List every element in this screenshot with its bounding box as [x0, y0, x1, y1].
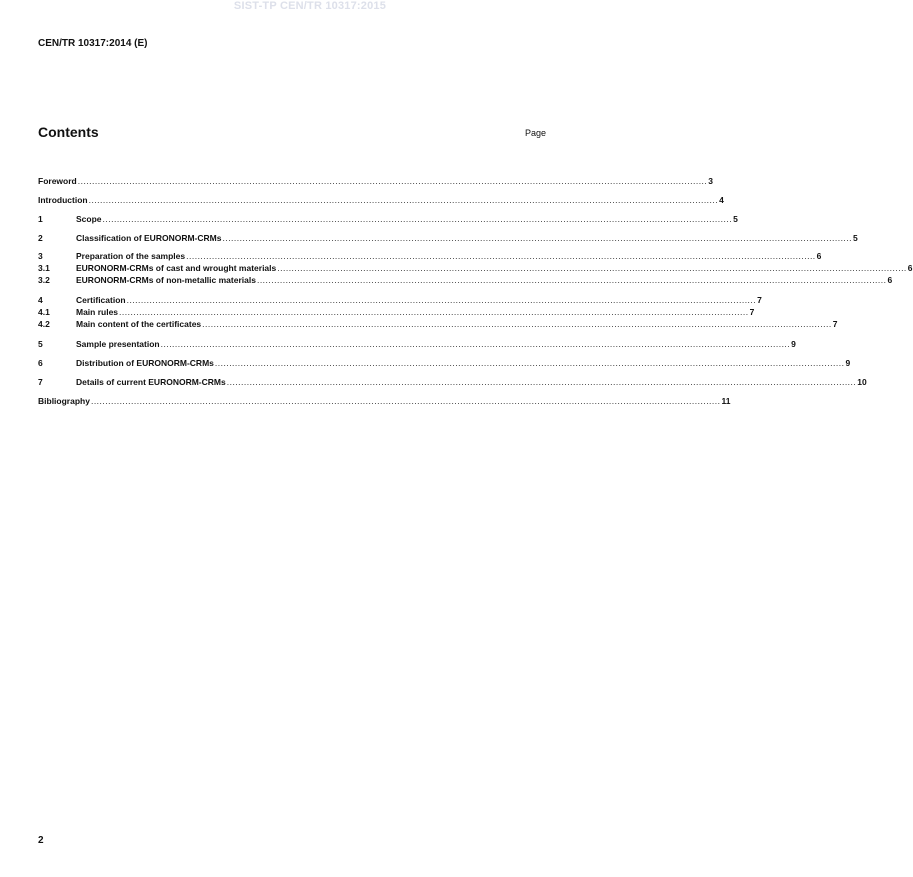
toc-entry-number: 5	[38, 339, 43, 349]
toc-entry-title: Bibliography	[38, 396, 90, 406]
toc-entry-1[interactable]	[38, 214, 738, 225]
toc-entry-number: 3.2	[38, 275, 50, 285]
toc-entry-title: EURONORM-CRMs of non-metallic materials	[76, 275, 256, 285]
toc-entry-2[interactable]	[38, 233, 858, 244]
toc-entry-6[interactable]	[38, 358, 851, 369]
toc-entry-title: Sample presentation	[76, 339, 160, 349]
toc-entry-title: Distribution of EURONORM-CRMs	[76, 358, 214, 368]
toc-entry-number: 1	[38, 214, 43, 224]
toc-leader-dots: ............................................................................................................................................................................................................................	[102, 214, 733, 224]
toc-entry-title: EURONORM-CRMs of cast and wrought materials	[76, 263, 277, 273]
toc-leader-dots: ............................................................................................................................................................................................................................	[226, 377, 857, 387]
toc-entry-3-2[interactable]	[38, 275, 893, 286]
toc-entry-page: 6	[887, 275, 893, 285]
toc-leader-dots: ............................................................................................................................................................................................................................	[126, 295, 757, 305]
toc-entry-title: Main content of the certificates	[76, 319, 202, 329]
toc-entry-page: 11	[721, 396, 731, 406]
toc-entry-page: 5	[853, 233, 858, 243]
toc-entry-page: 5	[733, 214, 738, 224]
watermark: SIST-TP CEN/TR 10317:2015	[233, 0, 387, 12]
toc-entry-5[interactable]	[38, 339, 796, 350]
toc-entry-page: 7	[757, 295, 762, 305]
toc-leader-dots: ............................................................................................................................................................................................................................	[277, 263, 907, 273]
toc-entry-3[interactable]	[38, 251, 822, 262]
toc-entry-title: Certification	[76, 295, 126, 305]
toc-leader-dots: ............................................................................................................................................................................................................................	[77, 176, 708, 186]
toc-entry-introduction[interactable]	[38, 195, 724, 206]
toc-entry-page: 7	[749, 307, 755, 317]
toc-entry-title: Details of current EURONORM-CRMs	[76, 377, 226, 387]
toc-entry-number: 4	[38, 295, 43, 305]
toc-leader-dots: ............................................................................................................................................................................................................................	[88, 195, 719, 205]
toc-entry-title: Preparation of the samples	[76, 251, 186, 261]
toc-leader-dots: ............................................................................................................................................................................................................................	[160, 339, 791, 349]
toc-entry-title: Foreword	[38, 176, 77, 186]
toc-entry-number: 6	[38, 358, 43, 368]
toc-leader-dots: ............................................................................................................................................................................................................................	[90, 396, 721, 406]
toc-entry-page: 4	[719, 195, 724, 205]
toc-entry-7[interactable]	[38, 377, 867, 388]
toc-entry-4[interactable]	[38, 295, 762, 306]
toc-entry-page: 10	[857, 377, 867, 387]
toc-entry-title: Introduction	[38, 195, 88, 205]
toc-entry-4-1[interactable]	[38, 307, 755, 318]
toc-leader-dots: ............................................................................................................................................................................................................................	[119, 307, 749, 317]
toc-leader-dots: ............................................................................................................................................................................................................................	[202, 319, 832, 329]
contents-title: Contents	[38, 124, 99, 140]
toc-entry-page: 9	[791, 339, 796, 349]
toc-entry-number: 7	[38, 377, 43, 387]
toc-leader-dots: ............................................................................................................................................................................................................................	[214, 358, 845, 368]
toc-leader-dots: ............................................................................................................................................................................................................................	[222, 233, 853, 243]
toc-entry-number: 4.1	[38, 307, 50, 317]
toc-entry-3-1[interactable]	[38, 263, 913, 274]
toc-leader-dots: ............................................................................................................................................................................................................................	[186, 251, 816, 261]
toc-entry-4-2[interactable]	[38, 319, 838, 330]
toc-entry-page: 7	[832, 319, 838, 329]
page-column-heading: Page	[524, 128, 546, 138]
toc-entry-number: 3	[38, 251, 43, 261]
toc-entry-page: 6	[816, 251, 822, 261]
toc-entry-title: Classification of EURONORM-CRMs	[76, 233, 222, 243]
toc-entry-bibliography[interactable]	[38, 396, 731, 407]
toc-entry-title: Scope	[76, 214, 102, 224]
toc-entry-title: Main rules	[76, 307, 119, 317]
toc-entry-number: 4.2	[38, 319, 50, 329]
page-number: 2	[38, 835, 44, 846]
toc-entry-foreword[interactable]	[38, 176, 714, 187]
toc-entry-number: 3.1	[38, 263, 50, 273]
toc-entry-page: 9	[845, 358, 851, 368]
toc-leader-dots: ............................................................................................................................................................................................................................	[256, 275, 887, 285]
toc-entry-page: 6	[907, 263, 913, 273]
toc-entry-page: 3	[708, 176, 714, 186]
toc-entry-number: 2	[38, 233, 43, 243]
document-id: CEN/TR 10317:2014 (E)	[38, 38, 148, 49]
